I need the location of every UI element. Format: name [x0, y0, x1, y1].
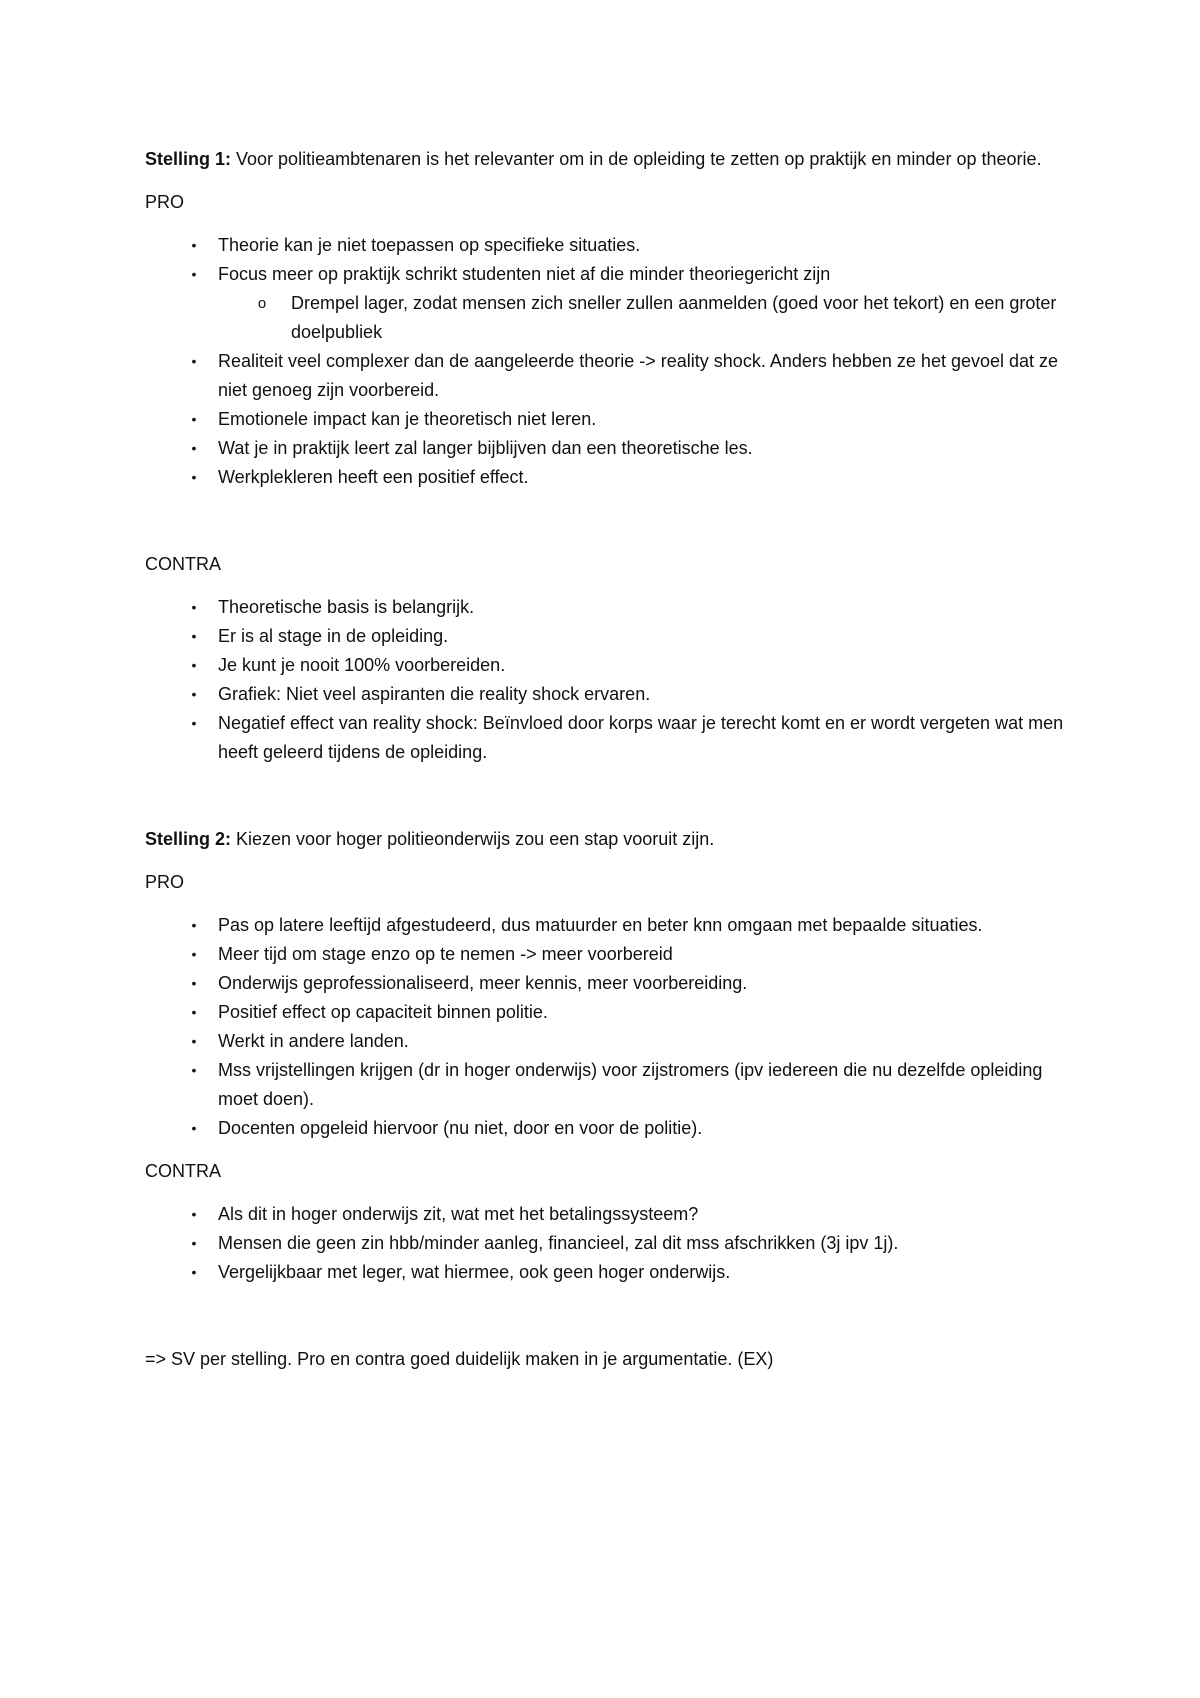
list-item: • Docenten opgeleid hiervoor (nu niet, door en voor de politie). — [145, 1114, 1065, 1143]
conclusion-text: => SV per stelling. Pro en contra goed duidelijk maken in je argumentatie. (EX) — [145, 1349, 774, 1369]
stelling-2-statement — [145, 825, 1065, 854]
sub-list-item: o Drempel lager, zodat mensen zich sneller zullen aanmelden (goed voor het tekort) en een groter doelpubliek — [218, 289, 1065, 347]
list-item: • Er is al stage in de opleiding. — [145, 622, 1065, 651]
list-item: • Theoretische basis is belangrijk. — [145, 593, 1065, 622]
bullet-icon: • — [191, 1206, 197, 1222]
list-item: • Als dit in hoger onderwijs zit, wat met het betalingssysteem? — [145, 1200, 1065, 1229]
list-item: • Meer tijd om stage enzo op te nemen -> meer voorbereid — [145, 940, 1065, 969]
bullet-icon: • — [191, 237, 197, 253]
stelling-2-text: Kiezen voor hoger politieonderwijs zou een stap vooruit zijn. — [231, 829, 715, 849]
list-item: • Mensen die geen zin hbb/minder aanleg, financieel, zal dit mss afschrikken (3j ipv 1j). — [145, 1229, 1065, 1258]
bullet-icon: • — [191, 975, 197, 991]
spacer — [145, 506, 1065, 550]
list-item: • Pas op latere leeftijd afgestudeerd, dus matuurder en beter knn omgaan met bepaalde situaties. — [145, 911, 1065, 940]
bullet-icon: • — [191, 628, 197, 644]
list-item: • Vergelijkbaar met leger, wat hiermee, ook geen hoger onderwijs. — [145, 1258, 1065, 1287]
stelling-2-contra-list — [145, 1200, 1065, 1287]
bullet-icon: • — [191, 686, 197, 702]
stelling-2-pro-list — [145, 911, 1065, 1143]
bullet-icon: • — [191, 1264, 197, 1280]
spacer — [145, 1301, 1065, 1345]
list-item: • Focus meer op praktijk schrikt studenten niet af die minder theoriegericht zijn o Drempel lager, zodat mensen zich sneller zullen aanmelden (goed voor het tekort) en een groter doelpubliek — [145, 260, 1065, 347]
stelling-2-contra-heading: CONTRA — [145, 1161, 221, 1181]
stelling-2-label: Stelling 2: — [145, 829, 232, 849]
document-page — [145, 145, 1065, 1374]
bullet-icon: • — [191, 1062, 197, 1078]
bullet-icon: • — [191, 657, 197, 673]
stelling-1-text: Voor politieambtenaren is het relevanter om in de opleiding te zetten op praktijk en minder op theorie. — [231, 149, 1042, 169]
bullet-icon: • — [191, 440, 197, 456]
list-item: • Mss vrijstellingen krijgen (dr in hoger onderwijs) voor zijstromers (ipv iedereen die nu dezelfde opleiding moet doen). — [145, 1056, 1065, 1114]
bullet-icon: • — [191, 715, 197, 731]
stelling-1-contra-heading: CONTRA — [145, 554, 221, 574]
bullet-icon: • — [191, 411, 197, 427]
bullet-icon: • — [191, 1033, 197, 1049]
list-item: • Onderwijs geprofessionaliseerd, meer kennis, meer voorbereiding. — [145, 969, 1065, 998]
list-item: • Grafiek: Niet veel aspiranten die reality shock ervaren. — [145, 680, 1065, 709]
list-item: • Je kunt je nooit 100% voorbereiden. — [145, 651, 1065, 680]
sub-bullet-icon: o — [257, 295, 267, 312]
list-item: • Positief effect op capaciteit binnen politie. — [145, 998, 1065, 1027]
list-item: • Emotionele impact kan je theoretisch niet leren. — [145, 405, 1065, 434]
list-item: • Werkplekleren heeft een positief effect. — [145, 463, 1065, 492]
bullet-icon: • — [191, 1235, 197, 1251]
stelling-2-pro-heading: PRO — [145, 872, 185, 892]
stelling-1-pro-heading: PRO — [145, 192, 185, 212]
bullet-icon: • — [191, 469, 197, 485]
bullet-icon: • — [191, 946, 197, 962]
bullet-icon: • — [191, 599, 197, 615]
stelling-1-label: Stelling 1: — [145, 149, 232, 169]
list-item: • Theorie kan je niet toepassen op specifieke situaties. — [145, 231, 1065, 260]
bullet-icon: • — [191, 917, 197, 933]
bullet-icon: • — [191, 353, 197, 369]
spacer — [145, 781, 1065, 825]
stelling-1-statement — [145, 145, 1065, 174]
sub-list — [218, 289, 1065, 347]
list-item: • Negatief effect van reality shock: Beïnvloed door korps waar je terecht komt en er wordt vergeten wat men heeft geleerd tijdens de opleiding. — [145, 709, 1065, 767]
list-item: • Werkt in andere landen. — [145, 1027, 1065, 1056]
stelling-1-pro-list — [145, 231, 1065, 492]
bullet-icon: • — [191, 1120, 197, 1136]
bullet-icon: • — [191, 266, 197, 282]
list-item: • Wat je in praktijk leert zal langer bijblijven dan een theoretische les. — [145, 434, 1065, 463]
list-item: • Realiteit veel complexer dan de aangeleerde theorie -> reality shock. Anders hebben ze het gevoel dat ze niet genoeg zijn voorbereid. — [145, 347, 1065, 405]
stelling-1-contra-list — [145, 593, 1065, 767]
bullet-icon: • — [191, 1004, 197, 1020]
